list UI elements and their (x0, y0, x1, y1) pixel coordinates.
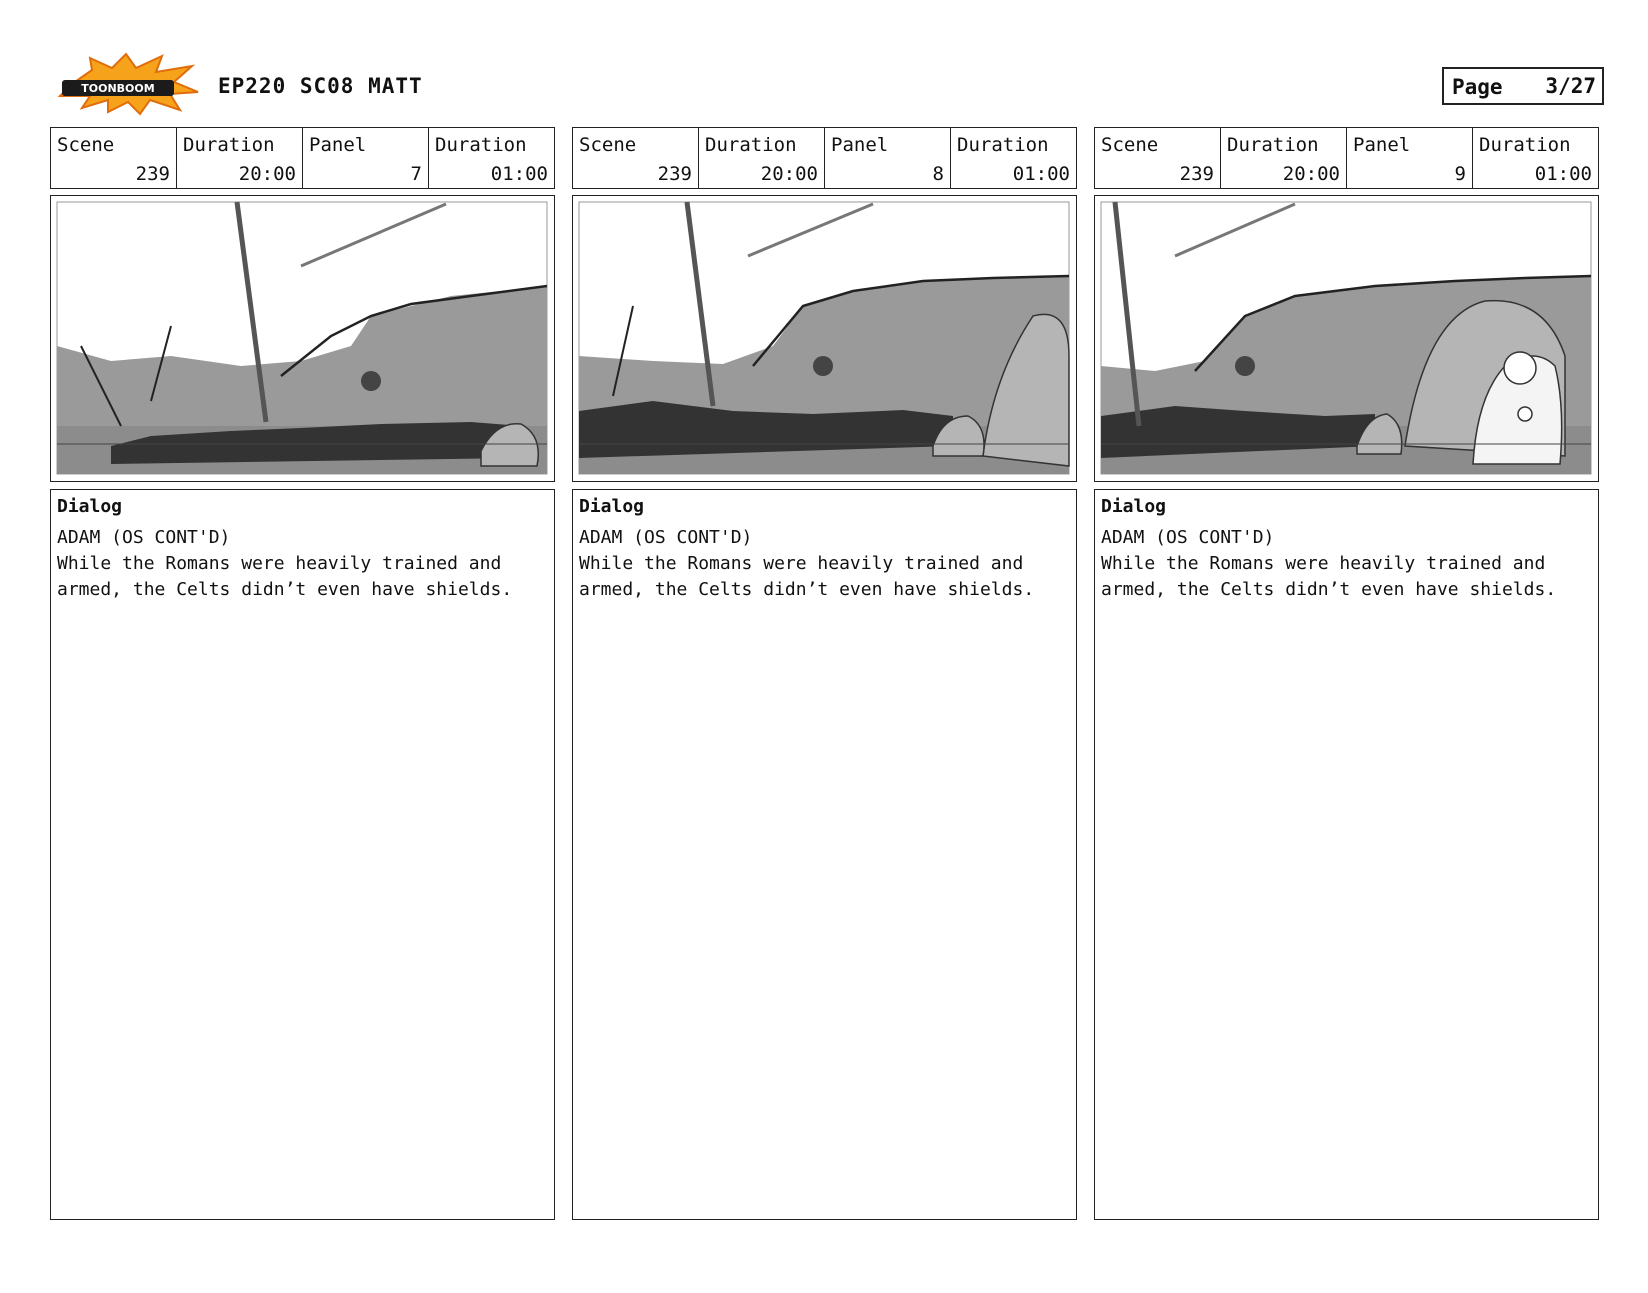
panel-header (1094, 127, 1599, 189)
scene-cell (51, 128, 177, 188)
scene-label: Scene (1101, 134, 1159, 156)
panel-duration-value: 01:00 (1012, 163, 1070, 185)
panel-artwork (1094, 195, 1599, 482)
panel-value: 8 (932, 163, 944, 185)
scene-duration-cell (699, 128, 825, 188)
dialog-box (572, 489, 1077, 1220)
toonboom-logo (52, 52, 200, 116)
scene-duration-value: 20:00 (1282, 163, 1340, 185)
scene-value: 239 (135, 163, 170, 185)
duration-label: Duration (1227, 134, 1319, 156)
panel-label: Panel (831, 134, 889, 156)
scene-cell (573, 128, 699, 188)
document-title: EP220 SC08 MATT (218, 74, 423, 98)
scene-duration-value: 20:00 (238, 163, 296, 185)
page-label: Page (1452, 75, 1503, 99)
panel-value: 7 (410, 163, 422, 185)
scene-label: Scene (57, 134, 115, 156)
panel-label: Panel (1353, 134, 1411, 156)
panel-header (50, 127, 555, 189)
page-number: 3/27 (1545, 74, 1596, 98)
scene-duration-cell (1221, 128, 1347, 188)
panel-duration-cell (1473, 128, 1598, 188)
logo-text: TOONBOOM (81, 82, 155, 95)
dialog-text: While the Romans were heavily trained and armed, the Celts didn’t even have shields. (579, 553, 1035, 600)
panel-label: Panel (309, 134, 367, 156)
panel-duration-value: 01:00 (490, 163, 548, 185)
scene-duration-cell (177, 128, 303, 188)
duration-label: Duration (957, 134, 1049, 156)
panel-cell (1347, 128, 1473, 188)
dialog-speaker: ADAM (OS CONT'D) (57, 527, 231, 548)
panel-cell (825, 128, 951, 188)
scene-value: 239 (1179, 163, 1214, 185)
scene-value: 239 (657, 163, 692, 185)
dialog-box (50, 489, 555, 1220)
panel-duration-cell (951, 128, 1076, 188)
dialog-heading: Dialog (579, 496, 645, 517)
dialog-box (1094, 489, 1599, 1220)
duration-label: Duration (1479, 134, 1571, 156)
dialog-heading: Dialog (1101, 496, 1167, 517)
page-indicator (1442, 67, 1604, 105)
dialog-text: While the Romans were heavily trained and armed, the Celts didn’t even have shields. (1101, 553, 1557, 600)
dialog-text: While the Romans were heavily trained and armed, the Celts didn’t even have shields. (57, 553, 513, 600)
panel-cell (303, 128, 429, 188)
panel-header (572, 127, 1077, 189)
scene-duration-value: 20:00 (760, 163, 818, 185)
scene-label: Scene (579, 134, 637, 156)
panel-artwork (50, 195, 555, 482)
duration-label: Duration (183, 134, 275, 156)
panel-artwork (572, 195, 1077, 482)
dialog-speaker: ADAM (OS CONT'D) (579, 527, 753, 548)
dialog-heading: Dialog (57, 496, 123, 517)
panel-duration-value: 01:00 (1534, 163, 1592, 185)
panel-duration-cell (429, 128, 554, 188)
duration-label: Duration (705, 134, 797, 156)
scene-cell (1095, 128, 1221, 188)
panel-value: 9 (1454, 163, 1466, 185)
dialog-speaker: ADAM (OS CONT'D) (1101, 527, 1275, 548)
duration-label: Duration (435, 134, 527, 156)
